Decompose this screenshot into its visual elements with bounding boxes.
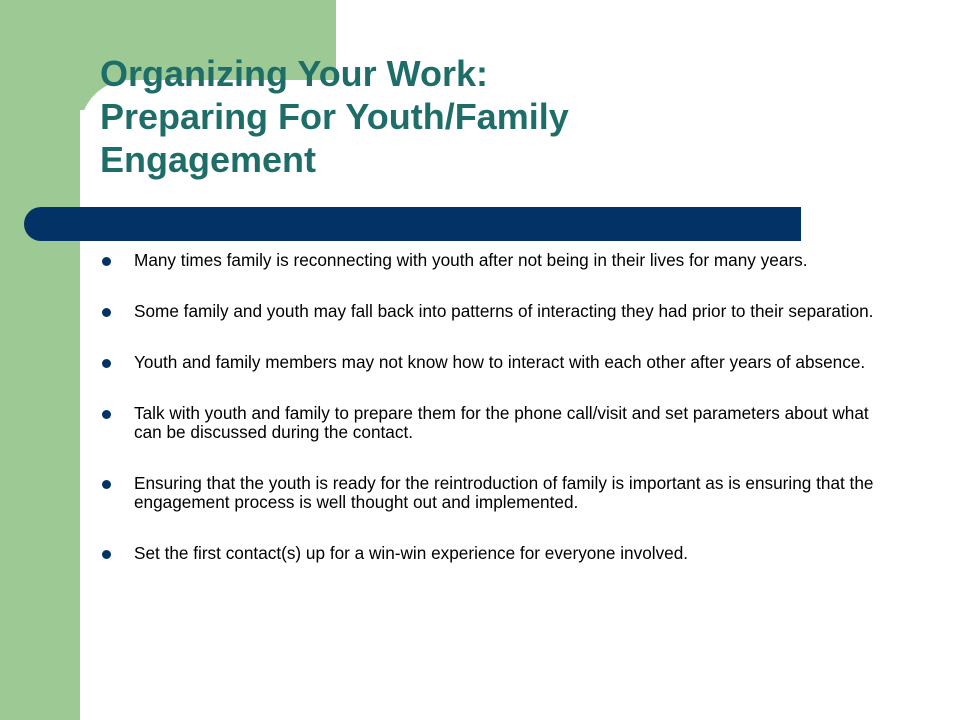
bullet-dot-icon (102, 359, 111, 368)
bullet-list (100, 251, 880, 595)
title-divider-band (24, 207, 801, 241)
bullet-text: Talk with youth and family to prepare them for the phone call/visit and set parameters about what can be discussed during the contact. (134, 403, 869, 442)
title-line: Preparing For Youth/Family (100, 96, 569, 137)
bullet-dot-icon (102, 480, 111, 489)
title-line: Engagement (100, 139, 317, 180)
bullet-text: Many times family is reconnecting with youth after not being in their lives for many years. (134, 250, 808, 270)
left-accent-bar (0, 0, 80, 720)
bullet-text: Youth and family members may not know how to interact with each other after years of absence. (134, 352, 866, 372)
bullet-text: Ensuring that the youth is ready for the reintroduction of family is important as is ensuring that the engagement process is well thought out and implemented. (134, 473, 874, 512)
bullet-item (100, 404, 880, 442)
bullet-item (100, 544, 880, 563)
bullet-text: Set the first contact(s) up for a win-win experience for everyone involved. (134, 543, 689, 563)
bullet-text: Some family and youth may fall back into patterns of interacting they had prior to their separation. (134, 301, 874, 321)
bullet-dot-icon (102, 308, 111, 317)
bullet-item (100, 251, 880, 270)
bullet-item (100, 353, 880, 372)
title-line: Organizing Your Work: (100, 53, 489, 94)
slide-title (100, 52, 860, 181)
bullet-item (100, 302, 880, 321)
bullet-dot-icon (102, 257, 111, 266)
bullet-dot-icon (102, 550, 111, 559)
bullet-item (100, 474, 880, 512)
bullet-dot-icon (102, 410, 111, 419)
